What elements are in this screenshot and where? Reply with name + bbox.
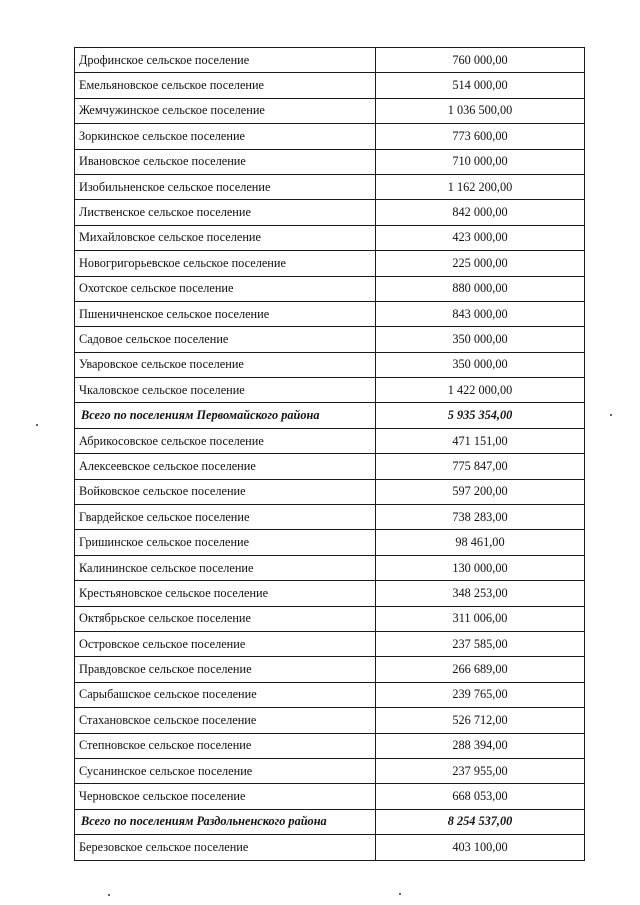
settlement-name-cell: Степновское сельское поселение xyxy=(75,734,376,758)
settlement-name-cell: Всего по поселениям Раздольненского района xyxy=(75,810,376,834)
amount-cell: 403 100,00 xyxy=(376,835,585,859)
table-row xyxy=(75,327,585,352)
amount-cell: 526 712,00 xyxy=(376,708,585,732)
amount-cell: 738 283,00 xyxy=(376,505,585,529)
amount-cell: 266 689,00 xyxy=(376,657,585,681)
table-row xyxy=(75,378,585,403)
table-row xyxy=(75,277,585,302)
settlement-name-cell: Стахановское сельское поселение xyxy=(75,708,376,732)
settlement-name-cell: Алексеевское сельское поселение xyxy=(75,454,376,478)
table-row xyxy=(75,734,585,759)
settlements-table xyxy=(74,47,585,861)
settlement-name-cell: Дрофинское сельское поселение xyxy=(75,48,376,72)
table-row xyxy=(75,708,585,733)
amount-cell: 288 394,00 xyxy=(376,734,585,758)
amount-cell: 1 162 200,00 xyxy=(376,175,585,199)
table-row xyxy=(75,759,585,784)
table-row xyxy=(75,581,585,606)
amount-cell: 98 461,00 xyxy=(376,530,585,554)
amount-cell: 237 585,00 xyxy=(376,632,585,656)
table-row xyxy=(75,632,585,657)
amount-cell: 471 151,00 xyxy=(376,429,585,453)
table-row xyxy=(75,480,585,505)
amount-cell: 514 000,00 xyxy=(376,73,585,97)
scan-speck xyxy=(108,894,110,896)
table-row xyxy=(75,48,585,73)
table-row xyxy=(75,175,585,200)
table-row xyxy=(75,150,585,175)
settlement-name-cell: Емельяновское сельское поселение xyxy=(75,73,376,97)
settlement-name-cell: Охотское сельское поселение xyxy=(75,277,376,301)
amount-cell: 760 000,00 xyxy=(376,48,585,72)
scan-speck xyxy=(399,893,401,895)
settlement-name-cell: Пшеничненское сельское поселение xyxy=(75,302,376,326)
table-row xyxy=(75,353,585,378)
settlement-name-cell: Садовое сельское поселение xyxy=(75,327,376,351)
amount-cell: 597 200,00 xyxy=(376,480,585,504)
amount-cell: 225 000,00 xyxy=(376,251,585,275)
amount-cell: 668 053,00 xyxy=(376,784,585,808)
settlement-name-cell: Правдовское сельское поселение xyxy=(75,657,376,681)
settlement-name-cell: Михайловское сельское поселение xyxy=(75,226,376,250)
settlement-name-cell: Ивановское сельское поселение xyxy=(75,150,376,174)
settlement-name-cell: Черновское сельское поселение xyxy=(75,784,376,808)
settlement-name-cell: Сарыбашское сельское поселение xyxy=(75,683,376,707)
amount-cell: 5 935 354,00 xyxy=(376,403,585,427)
table-row xyxy=(75,73,585,98)
settlement-name-cell: Крестьяновское сельское поселение xyxy=(75,581,376,605)
table-row xyxy=(75,607,585,632)
amount-cell: 348 253,00 xyxy=(376,581,585,605)
amount-cell: 1 422 000,00 xyxy=(376,378,585,402)
table-row xyxy=(75,200,585,225)
settlement-name-cell: Зоркинское сельское поселение xyxy=(75,124,376,148)
settlement-name-cell: Всего по поселениям Первомайского района xyxy=(75,403,376,427)
table-row xyxy=(75,784,585,809)
table-row xyxy=(75,251,585,276)
table-row xyxy=(75,530,585,555)
table-row xyxy=(75,226,585,251)
table-row xyxy=(75,454,585,479)
table-row xyxy=(75,302,585,327)
amount-cell: 130 000,00 xyxy=(376,556,585,580)
amount-cell: 311 006,00 xyxy=(376,607,585,631)
settlement-name-cell: Новогригорьевское сельское поселение xyxy=(75,251,376,275)
amount-cell: 710 000,00 xyxy=(376,150,585,174)
table-row-total xyxy=(75,403,585,428)
settlement-name-cell: Гвардейское сельское поселение xyxy=(75,505,376,529)
settlement-name-cell: Гришинское сельское поселение xyxy=(75,530,376,554)
table-row xyxy=(75,683,585,708)
scan-speck xyxy=(36,424,38,426)
amount-cell: 239 765,00 xyxy=(376,683,585,707)
settlement-name-cell: Березовское сельское поселение xyxy=(75,835,376,859)
settlement-name-cell: Изобильненское сельское поселение xyxy=(75,175,376,199)
settlement-name-cell: Чкаловское сельское поселение xyxy=(75,378,376,402)
amount-cell: 350 000,00 xyxy=(376,327,585,351)
amount-cell: 423 000,00 xyxy=(376,226,585,250)
scan-speck xyxy=(610,414,612,416)
table-row xyxy=(75,657,585,682)
amount-cell: 237 955,00 xyxy=(376,759,585,783)
settlement-name-cell: Жемчужинское сельское поселение xyxy=(75,99,376,123)
table-row xyxy=(75,124,585,149)
table-row xyxy=(75,429,585,454)
amount-cell: 1 036 500,00 xyxy=(376,99,585,123)
amount-cell: 773 600,00 xyxy=(376,124,585,148)
amount-cell: 775 847,00 xyxy=(376,454,585,478)
table-row xyxy=(75,835,585,860)
amount-cell: 350 000,00 xyxy=(376,353,585,377)
table-row xyxy=(75,505,585,530)
settlement-name-cell: Лиственское сельское поселение xyxy=(75,200,376,224)
settlement-name-cell: Островское сельское поселение xyxy=(75,632,376,656)
settlement-name-cell: Калининское сельское поселение xyxy=(75,556,376,580)
settlement-name-cell: Войковское сельское поселение xyxy=(75,480,376,504)
table-row xyxy=(75,99,585,124)
settlement-name-cell: Сусанинское сельское поселение xyxy=(75,759,376,783)
amount-cell: 880 000,00 xyxy=(376,277,585,301)
settlement-name-cell: Октябрьское сельское поселение xyxy=(75,607,376,631)
table-row xyxy=(75,556,585,581)
amount-cell: 8 254 537,00 xyxy=(376,810,585,834)
table-row-total xyxy=(75,810,585,835)
amount-cell: 842 000,00 xyxy=(376,200,585,224)
settlement-name-cell: Абрикосовское сельское поселение xyxy=(75,429,376,453)
amount-cell: 843 000,00 xyxy=(376,302,585,326)
settlement-name-cell: Уваровское сельское поселение xyxy=(75,353,376,377)
